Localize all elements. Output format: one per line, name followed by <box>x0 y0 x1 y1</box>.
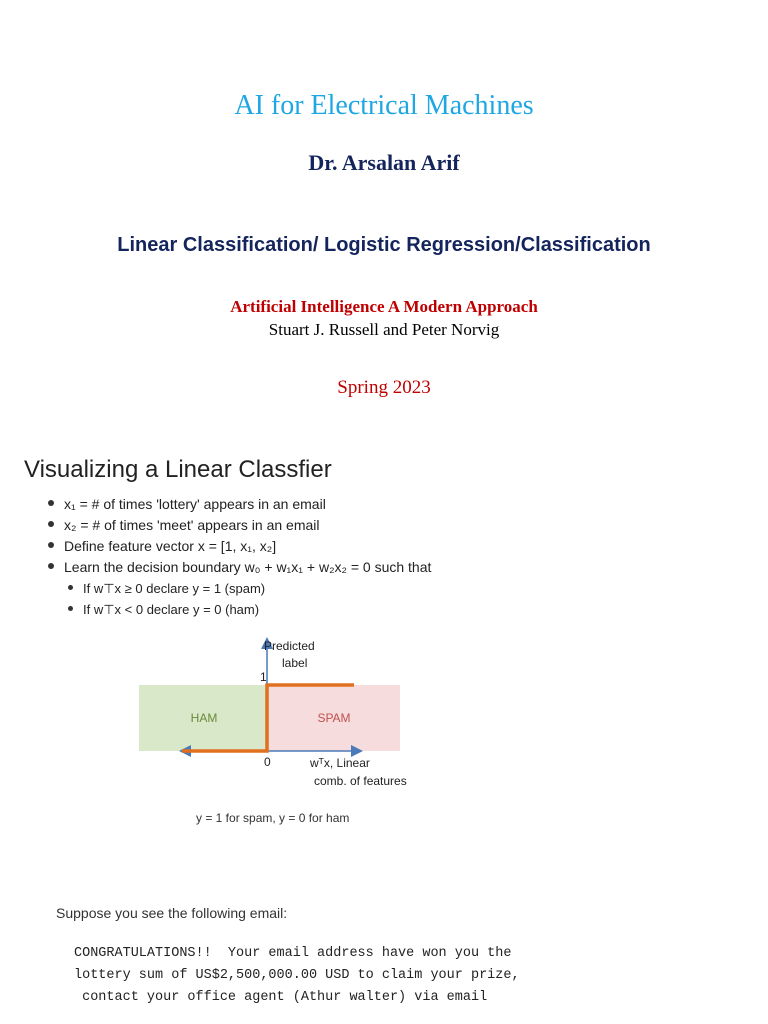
semester-label: Spring 2023 <box>337 377 431 398</box>
bullet-text: Learn the decision boundary w₀ + w₁x₁ + w₂x₂ = 0 such that <box>64 559 432 575</box>
bullet-dot-icon <box>68 585 73 590</box>
course-title: AI for Electrical Machines <box>234 90 534 121</box>
bullet-text: x₁ = # of times 'lottery' appears in an email <box>64 496 326 512</box>
ham-label: HAM <box>190 711 218 725</box>
email-body <box>74 943 756 1009</box>
decision-boundary-diagram <box>24 628 744 828</box>
bullet-list <box>48 494 431 620</box>
tick-label-zero: 0 <box>264 755 271 769</box>
email-line: lottery sum of US$2,500,000.00 USD to claim your prize, <box>74 968 520 983</box>
bullet-dot-icon <box>48 542 54 548</box>
spam-label: SPAM <box>317 711 351 725</box>
sub-bullet-item <box>48 578 431 599</box>
email-line: CONGRATULATIONS!! Your email address have won you the <box>74 946 512 961</box>
bullet-text: Define feature vector x = [1, x₁, x₂] <box>64 538 277 554</box>
x-axis-label: comb. of features <box>314 774 407 788</box>
bullet-dot-icon <box>48 563 54 569</box>
bullet-item <box>48 515 431 536</box>
email-example <box>56 905 756 1009</box>
reference-book-title: Artificial Intelligence A Modern Approach <box>230 297 538 316</box>
bullet-dot-icon <box>48 500 54 506</box>
bullet-item <box>48 557 431 578</box>
bullet-text: x₂ = # of times 'meet' appears in an email <box>64 517 320 533</box>
reference-book-authors: Stuart J. Russell and Peter Norvig <box>268 320 500 339</box>
slide-image <box>24 448 744 828</box>
bullet-dot-icon <box>48 521 54 527</box>
sub-bullet-text: If w⊤x ≥ 0 declare y = 1 (spam) <box>83 581 266 596</box>
bullet-item <box>48 536 431 557</box>
email-line: contact your office agent (Athur walter) via email <box>74 990 488 1005</box>
bullet-dot-icon <box>68 606 73 611</box>
bullet-item <box>48 494 431 515</box>
y-axis-label: label <box>282 656 308 670</box>
email-intro-text: Suppose you see the following email: <box>56 905 288 921</box>
slide-title: Visualizing a Linear Classfier <box>24 456 332 483</box>
sub-bullet-item <box>48 599 431 620</box>
tick-label-one: 1 <box>260 670 267 684</box>
figure-caption: y = 1 for spam, y = 0 for ham <box>196 811 350 825</box>
sub-bullet-text: If w⊤x < 0 declare y = 0 (ham) <box>83 602 260 617</box>
x-axis-label: wᵀx, Linear <box>310 756 370 770</box>
lecture-topic: Linear Classification/ Logistic Regression/Classification <box>117 234 651 256</box>
instructor-name: Dr. Arsalan Arif <box>308 150 460 175</box>
y-axis-label: Predicted <box>264 639 315 653</box>
